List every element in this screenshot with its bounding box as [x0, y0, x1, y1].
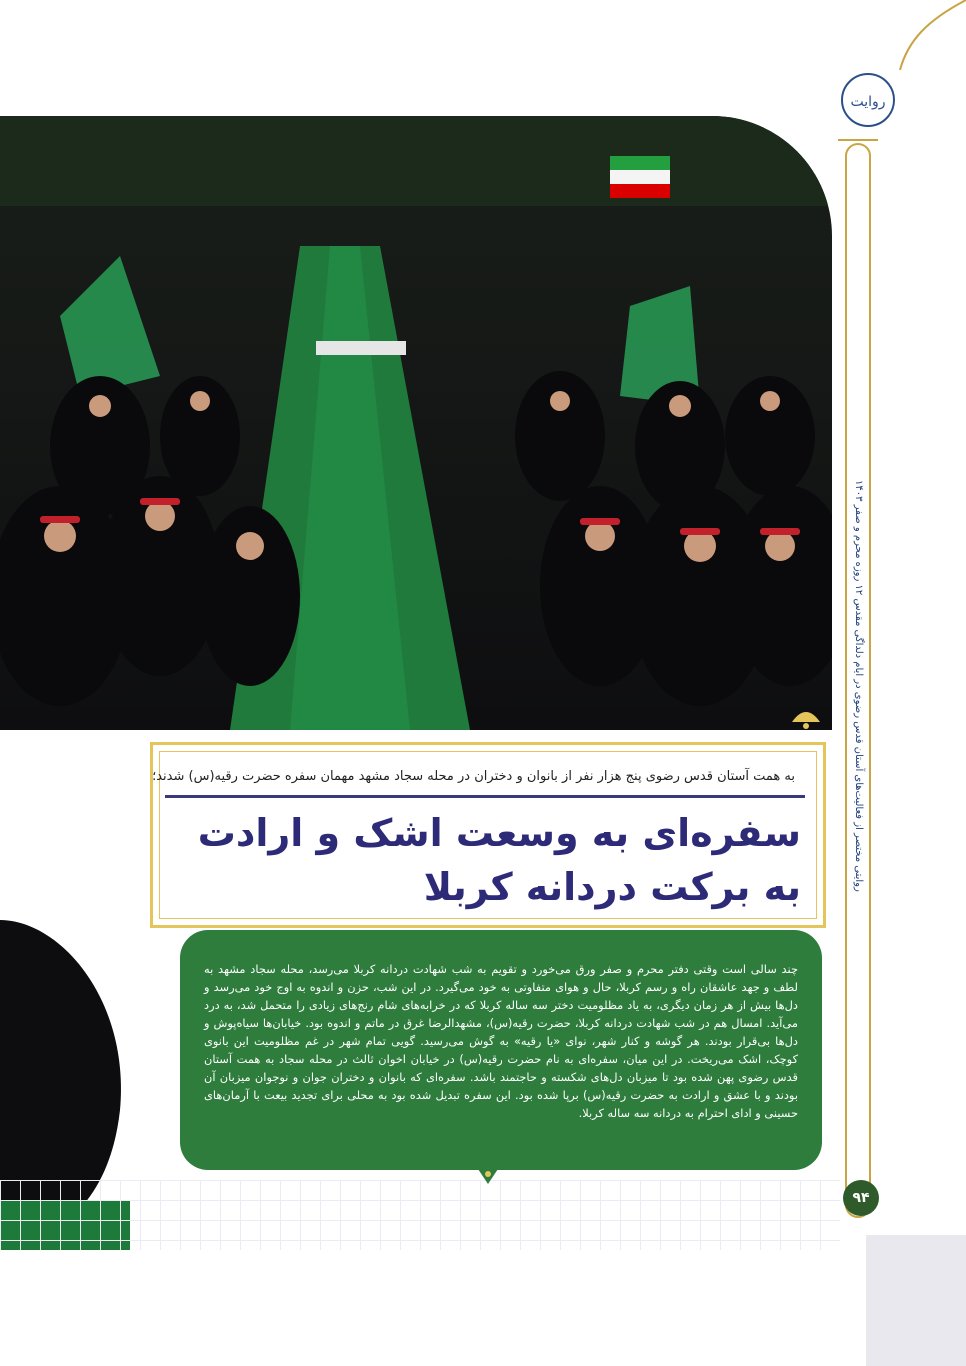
- sidebar-strip: [845, 143, 871, 1218]
- article-body-text: چند سالی است وقتی دفتر محرم و صفر ورق می‌خورد و تقویم به شب شهادت دردانه کربلا می‌رسد، محله سجاد مشهد به لطف و جهد عاشقان راه و رسم کربلا، حال و هوای متفاوتی به خود می‌گیرد. در این شب، حزن و اندوه به اوج خود می‌رسد و دل‌ها بیش از هر زمان دیگری، به یاد مظلومیت دختر سه ساله کربلا که در خرابه‌های شام رنج‌های زیادی را متحمل شد، به درد می‌آید. امسال هم در شب شهادت دردانه کربلا، حضرت رقیه(س)، مشهدالرضا غرق در ماتم و اندوه بود. خیابان‌ها سیاه‌پوش و دل‌ها بی‌قرار بودند. هر گوشه و کنار شهر، نوای «یا رقیه» به گوش می‌رسید. گویی تمام شهر در غم مظلومیت این بانوی کوچک، اشک می‌ریخت. در این میان، سفره‌ای به نام حضرت رقیه(س) در خیابان اخوان ثالث در محله سجاد به همت آستان قدس رضوی پهن شده بود تا میزبان دل‌های شکسته و حاجتمند باشد. سفره‌ای که بانوان و دختران جوان و نوجوان میزبان آن بودند و با عشق و ارادت به حضرت رقیه(س) برپا شده بود. این سفره تبدیل شده بود به محلی برای تجدید بیعت با آرمان‌های حسینی و ادای احترام به دردانه سه ساله کربلا.: [204, 962, 798, 1120]
- bottom-side-tab: [866, 1235, 966, 1366]
- event-photo: [0, 116, 832, 730]
- sidebar-vertical-text: روایتی مختصر از فعالیت‌های آستان قدس رضوی در ایام دلداگی مقدس ۱۲ روزه محرم و صفر ۱۴۰۳: [853, 479, 864, 892]
- title-frame: [150, 742, 826, 928]
- decorative-grid-band: [0, 1180, 840, 1250]
- subtitle-divider: [165, 795, 805, 798]
- svg-text:روایت: روایت: [850, 94, 886, 110]
- article-body-box: [180, 930, 822, 1170]
- golden-lamp-ornament-icon: [786, 692, 826, 732]
- magazine-logo: [838, 70, 898, 130]
- page-number: ۹۴: [843, 1180, 879, 1216]
- article-subtitle: به همت آستان قدس رضوی پنج هزار نفر از بانوان و دختران در محله سجاد مشهد مهمان سفره حضرت رقیه(س) شدند؛: [152, 769, 795, 784]
- logo-emblem-icon: [838, 70, 898, 130]
- headline-line-2: به برکت دردانه کربلا: [423, 865, 801, 909]
- body-notch-ornament-icon: [476, 1166, 500, 1186]
- crowd-photo-illustration: [0, 116, 832, 730]
- headline-line-1: سفره‌ای به وسعت اشک و ارادت: [197, 811, 801, 855]
